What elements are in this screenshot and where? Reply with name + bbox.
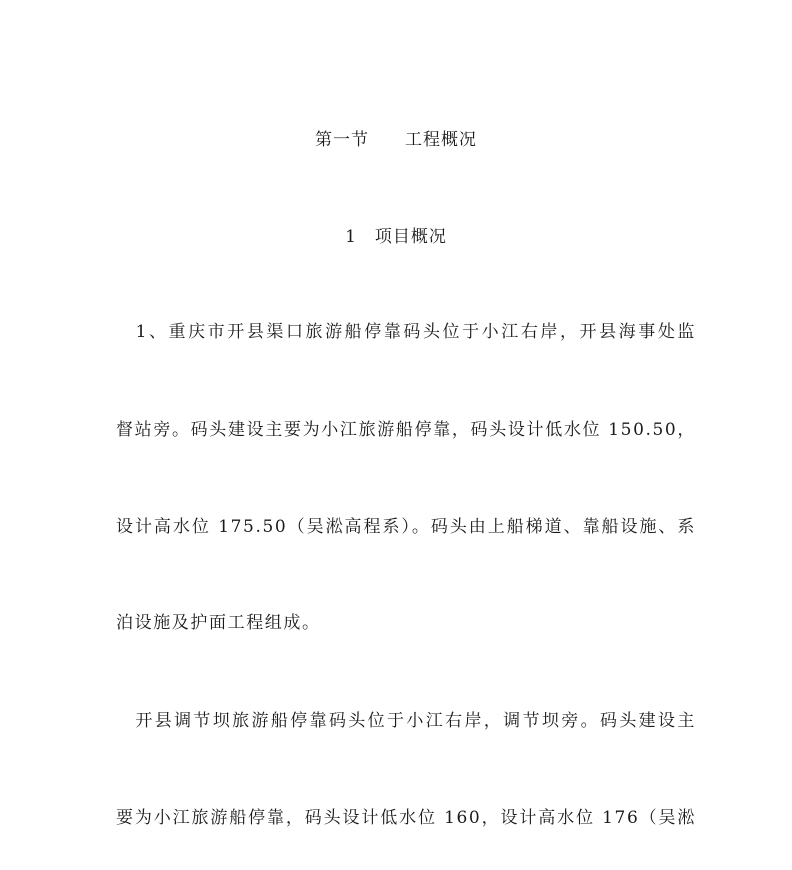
paragraph-2-line-2: 要为小江旅游船停靠，码头设计低水位 160，设计高水位 176（吴淞	[116, 808, 696, 828]
paragraph-2-line-1: 开县调节坝旅游船停靠码头位于小江右岸，调节坝旁。码头建设主	[116, 711, 696, 731]
paragraph-1-line-1: 1、重庆市开县渠口旅游船停靠码头位于小江右岸，开县海事处监	[116, 322, 696, 342]
subsection-title: 1 项目概况	[345, 227, 447, 247]
paragraph-1-line-3: 设计高水位 175.50（吴淞高程系）。码头由上船梯道、靠船设施、系	[116, 517, 696, 537]
paragraph-1-line-4: 泊设施及护面工程组成。	[116, 613, 321, 633]
section-title: 第一节 工程概况	[315, 130, 477, 150]
paragraph-1-line-2: 督站旁。码头建设主要为小江旅游船停靠，码头设计低水位 150.50，	[116, 420, 696, 440]
